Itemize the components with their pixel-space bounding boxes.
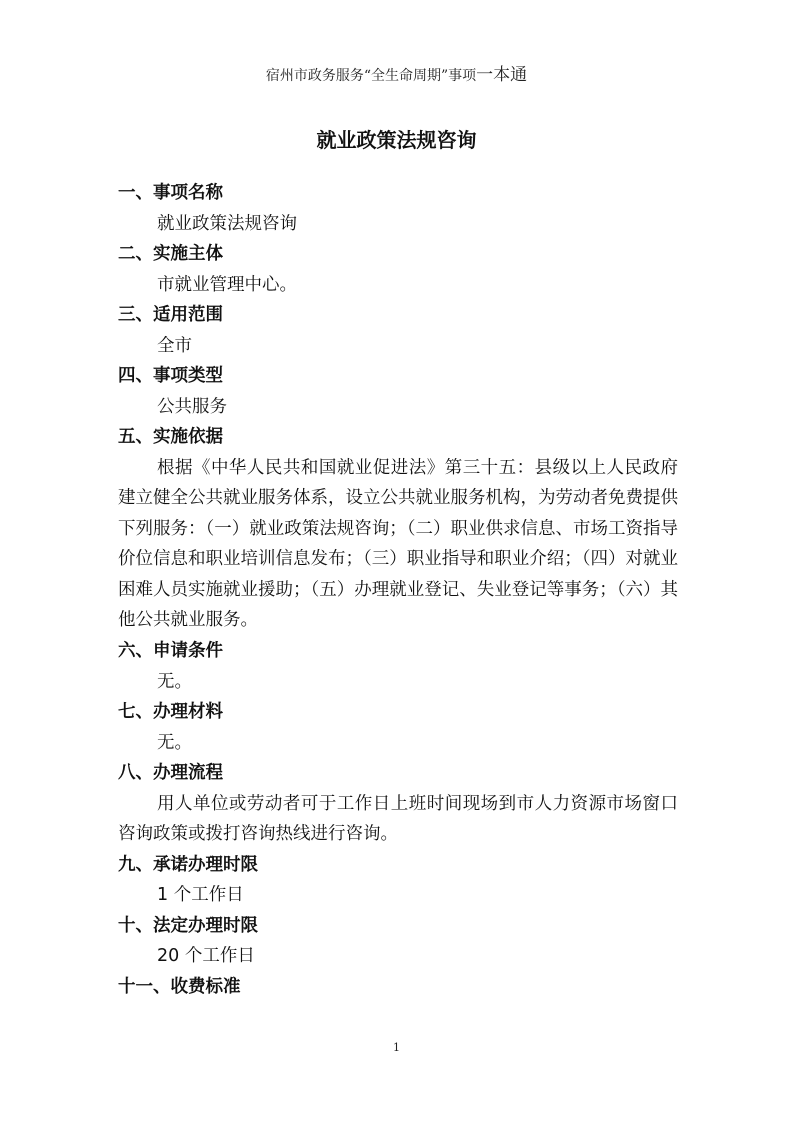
section-heading: 一、事项名称 <box>118 183 223 203</box>
section-heading: 九、承诺办理时限 <box>118 854 258 875</box>
paragraph-line: 用人单位或劳动者可于工作日上班时间现场到市人力资源市场 <box>157 793 643 814</box>
header-prefix: 宿州市政务服务“全生命周期”事项 <box>265 68 477 84</box>
section-heading: 八、办理流程 <box>118 763 223 784</box>
paragraph-line: 窗口咨询政策或拨打咨询热线进行咨询。 <box>118 793 678 845</box>
paragraph-line: 介绍；（四）对就业困难人员实施就业援助；（五）办理就业登记、 <box>118 549 678 600</box>
page-header <box>0 60 793 85</box>
paragraph-line: 市场工资指导价位信息和职业培训信息发布；（三）职业指导和职业 <box>118 518 678 570</box>
section-heading: 五、实施依据 <box>118 427 223 447</box>
section-body: 1 个工作日 <box>157 885 244 906</box>
paragraph-line: 费提供下列服务：（一）就业政策法规咨询；（二）职业供求信息、 <box>118 488 678 539</box>
section-heading: 六、申请条件 <box>118 641 223 662</box>
header-suffix: 一本通 <box>476 65 528 85</box>
section-heading: 三、适用范围 <box>118 305 223 325</box>
section-body: 无。 <box>157 732 192 753</box>
section-body: 就业政策法规咨询 <box>157 213 297 234</box>
section-paragraph <box>118 789 678 850</box>
section-body: 全市 <box>157 335 192 356</box>
section-heading: 十、法定办理时限 <box>118 915 258 936</box>
paragraph-line: 府建立健全公共就业服务体系，设立公共就业服务机构，为劳动者免 <box>118 457 678 509</box>
section-paragraph <box>118 453 678 637</box>
paragraph-line: 失业登记等事务；（六）其他公共就业服务。 <box>118 579 678 631</box>
paragraph-line: 根据《中华人民共和国就业促进法》第三十五：县级以上人民政 <box>157 457 661 478</box>
section-heading: 四、事项类型 <box>118 366 223 386</box>
section-heading: 十一、收费标准 <box>118 976 241 997</box>
document-title: 就业政策法规咨询 <box>316 128 477 152</box>
document-body <box>118 178 678 1002</box>
section-body: 无。 <box>157 671 192 692</box>
section-body: 公共服务 <box>157 396 227 417</box>
section-heading: 七、办理材料 <box>118 702 223 723</box>
section-heading: 二、实施主体 <box>118 244 223 264</box>
section-body: 市就业管理中心。 <box>157 274 297 295</box>
page-number: 1 <box>393 1041 400 1054</box>
section-body: 20 个工作日 <box>157 946 255 967</box>
